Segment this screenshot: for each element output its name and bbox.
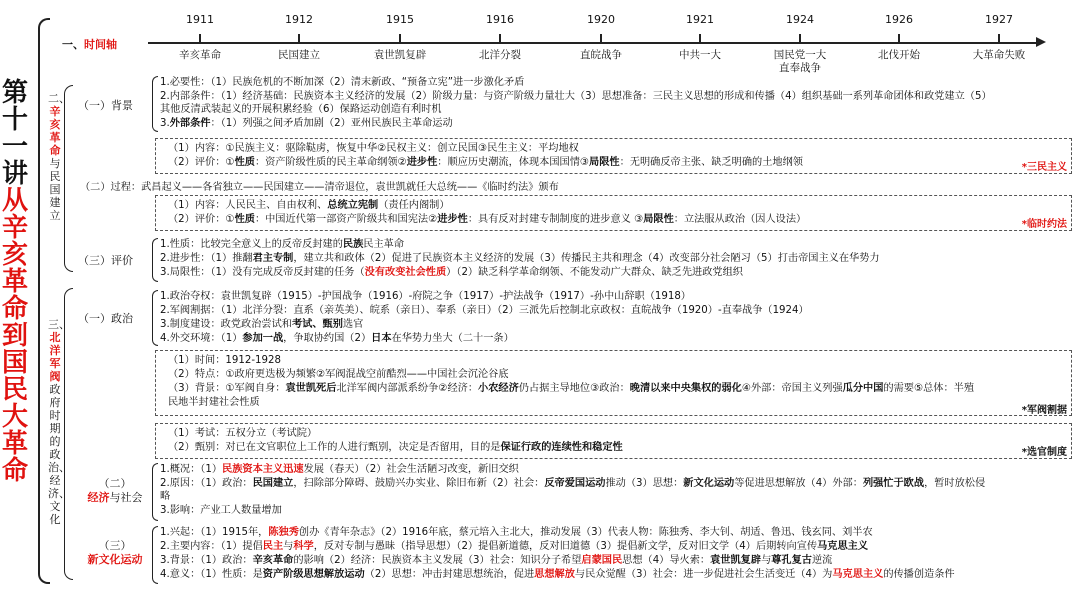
warlord-line-3 (168, 382, 1071, 395)
eval-label: （三）评价 (78, 254, 133, 267)
politics-line-3 (160, 318, 1075, 331)
politics-l4b: 参加一战 (242, 333, 284, 344)
timeline-event: 大革命失败 (972, 49, 1026, 61)
bg-l3a: 3. (160, 118, 170, 129)
yuefa-l2f: 局限性 (643, 214, 674, 225)
section2-brace (64, 85, 73, 272)
timeline-tick (399, 34, 401, 44)
bg-line-3: 其他反清武装起义的开展积累经验（6）保路运动创造有利时机 (160, 104, 442, 115)
main-title (2, 80, 32, 485)
timeline-heading (62, 36, 117, 52)
sanmin-l2g: ：无明确反帝主张、缺乏明确的土地纲领 (619, 157, 803, 168)
exam-l2b: 保证行政的连续性和稳定性 (500, 442, 623, 453)
culture-line-1 (160, 526, 1075, 539)
politics-l4e: 在华势力坐大（二十一条） (391, 333, 514, 344)
timeline-arrow-icon (1036, 37, 1046, 47)
timeline-event: 袁世凯复辟 (373, 49, 427, 61)
timeline-event: 直皖战争 (580, 49, 622, 61)
timeline-tick (499, 34, 501, 44)
culture-l4d: 思想解放 (534, 569, 575, 580)
yuefa-line-1 (168, 199, 1071, 212)
culture-l3i: 逆流 (812, 555, 833, 566)
eval-l2b: 君主专制 (252, 253, 294, 264)
main-title-part-1: 第十一讲 (2, 78, 29, 189)
culture-l2f: 马克思主义 (817, 541, 869, 552)
culture-line-4 (160, 568, 1075, 581)
sanmin-tag: *三民主义 (1021, 162, 1067, 173)
timeline-year: 1916 (486, 13, 514, 26)
timeline-event: 民国建立 (278, 49, 320, 61)
warlord-box (155, 350, 1072, 416)
eval-line-1 (160, 238, 1075, 251)
bg-line-1: 1.必要性：（1）民族危机的不断加深（2）清末新政、“预备立宪”进一步激化矛盾 (160, 77, 525, 88)
eval-line-3 (160, 266, 1075, 279)
culture-l2b: 民主 (262, 541, 284, 552)
economy-l1b: 民族资本主义迅速 (222, 464, 304, 475)
culture-l2d: 科学 (293, 541, 314, 552)
culture-line-2 (160, 540, 1075, 553)
warlord-l3i: 的需要⑤总体：半殖 (883, 383, 975, 394)
culture-l3c: 的影响（2）经济：民族资本主义发展（3）社会：知识分子希望 (293, 555, 582, 566)
bg-label: （一）背景 (78, 99, 133, 112)
politics-l4a: 4.外交环境：（1） (160, 333, 243, 344)
sanmin-l2b: 性质 (234, 157, 255, 168)
timeline-event: 国民党一大 直奉战争 (773, 49, 827, 74)
politics-l3c: 选官 (342, 319, 364, 330)
main-title-part-2: 从辛亥革命到国民大革命 (2, 186, 29, 486)
eval-l1c: 民主革命 (363, 239, 405, 250)
culture-l4a: 4.意义：（1）性质：是 (160, 569, 263, 580)
politics-line-1: 1.政治夺权：袁世凯复辟（1915）-护国战争（1916）-府院之争（1917）-护法战争（1917）-孙中山辞职（1918） (160, 291, 691, 302)
culture-block (160, 526, 1075, 584)
warlord-l3a: （3）背景：①军阀自身： (168, 383, 286, 394)
warlord-l3f: 晚清以来中央集权的弱化 (629, 383, 742, 394)
culture-label-red: 新文化运动 (87, 553, 143, 566)
eval-l3a: 3.局限性：（1）没有完成反帝反封建的任务（ (160, 267, 365, 278)
bg-block (160, 76, 1075, 136)
section2-title-red: 辛亥革命 (49, 105, 61, 157)
bg-line-2: 2.内部条件：（1）经济基础：民族资本主义经济的发展（2）阶级力量：与资产阶级力量壮大（3）思想准备：三民主义思想的形成和传播（4）组织基础一系列革命团体和政党建立（5） (160, 91, 992, 102)
timeline-heading-num: 一、 (62, 38, 84, 51)
politics-l4c: ，争取协约国（2） (283, 333, 372, 344)
eval-l3c: ）（2）缺乏科学革命纲领、不能发动广大群众、缺乏先进政党组织 (446, 267, 743, 278)
culture-l4e: 与民众觉醒（3）社会：进一步促进社会生活变迁（4）为 (574, 569, 833, 580)
culture-l2e: ，反对专制与愚昧（指导思想）（2）提倡新道德，反对旧道德（3）提倡新文学，反对旧文学（4）后期转向宣传 (313, 541, 818, 552)
timeline-year: 1912 (285, 13, 313, 26)
culture-l4b: 资产阶级思想解放运动 (262, 569, 365, 580)
exam-l2a: （2）甄别：对已在文官职位上工作的人进行甄别，决定是否留用，目的是 (168, 442, 501, 453)
eval-l2a: 2.进步性：（1）推翻 (160, 253, 253, 264)
section2-num: 二、 (48, 92, 70, 105)
politics-l4d: 日本 (371, 333, 392, 344)
yuefa-l2b: 性质 (234, 214, 255, 225)
economy-l2d: 反帝爱国运动 (544, 478, 606, 489)
section2-title (48, 92, 70, 222)
timeline-tick (799, 34, 801, 44)
warlord-l3c: 北洋军阀内部派系纷争②经济： (336, 383, 479, 394)
section3-title-red: 北洋军阀 (49, 331, 61, 383)
warlord-tag: *军阀割据 (1021, 405, 1067, 416)
economy-block (160, 463, 1075, 521)
culture-l4g: 的传播创造条件 (883, 569, 955, 580)
economy-l2c: ，扫除部分障碍、鼓励兴办实业、除旧布新（2）社会： (293, 478, 545, 489)
eval-l3b: 没有改变社会性质 (364, 267, 447, 278)
timeline-tick (298, 34, 300, 44)
culture-l3e: 思想（4）导火索： (622, 555, 711, 566)
economy-label-num: （二） (98, 477, 132, 490)
section3-title (48, 318, 70, 526)
economy-l2e: 推动（3）思想： (605, 478, 684, 489)
culture-l3f: 袁世凯复辟 (710, 555, 762, 566)
yuefa-box (155, 195, 1072, 231)
economy-l2a: 2.原因：（1）政治： (160, 478, 253, 489)
culture-l1b: 陈独秀 (268, 527, 299, 538)
economy-label (82, 477, 148, 505)
culture-label (82, 539, 148, 567)
timeline-event: 北洋分裂 (479, 49, 521, 61)
warlord-l3b: 袁世凯死后 (285, 383, 337, 394)
section3-num: 三、 (48, 318, 70, 331)
yuefa-line-2 (168, 213, 1071, 226)
timeline-year: 1924 (786, 13, 814, 26)
culture-brace (152, 526, 158, 584)
culture-l4f: 马克思主义 (832, 569, 884, 580)
sanmin-line-2 (168, 156, 1071, 169)
economy-l2b: 民国建立 (252, 478, 294, 489)
bg-l3c: ：（1）列强之间矛盾加剧（2）亚州民族民主革命运动 (210, 118, 453, 129)
yuefa-l2e: ：具有反对封建专制制度的进步意义 ③ (467, 214, 644, 225)
timeline-axis (148, 42, 1038, 44)
culture-l3a: 3.背景：（1）政治： (160, 555, 253, 566)
politics-label: （一）政治 (78, 312, 133, 325)
section3-brace (64, 288, 73, 580)
sanmin-box (155, 138, 1072, 174)
process-line: （二）过程：武昌起义——各省独立——民国建立——清帝退位，袁世凯就任大总统——《临时约法》颁布 (80, 182, 559, 193)
exam-line-1: （1）考试：五权分立（考试院） (168, 428, 318, 439)
culture-l3b: 辛亥革命 (252, 555, 294, 566)
politics-line-2: 2.军阀割据：（1）北洋分裂：直系（亲英美）、皖系（亲日）、奉系（亲日）（2）三派先后控制北京政权：直皖战争（1920）-直奉战争（1924） (160, 305, 809, 316)
economy-line-3: 3.影响：产业工人数量增加 (160, 505, 282, 516)
timeline-year: 1915 (386, 13, 414, 26)
sanmin-l2a: （2）评价：① (168, 157, 235, 168)
yuefa-l2g: ：立法服从政治（因人设法） (673, 214, 807, 225)
sanmin-line-1: （1）内容：①民族主义：驱除鞑虏，恢复中华②民权主义：创立民国③民生主义：平均地权 (168, 143, 579, 154)
eval-brace (152, 238, 158, 282)
culture-l1a: 1.兴起：（1）1915年， (160, 527, 269, 538)
warlord-l3h: 瓜分中国 (842, 383, 884, 394)
warlord-l3g: ④外部：帝国主义列强 (741, 383, 843, 394)
timeline-event: 辛亥革命 (179, 49, 221, 61)
sanmin-l2d: 进步性 (406, 157, 438, 168)
economy-l1c: 发展（春天）（2）社会生活陋习改变，新旧交织 (303, 464, 519, 475)
economy-line-2b: 略 (160, 491, 171, 502)
eval-l2c: ，建立共和政体（2）促进了民族资本主义经济的发展（3）传播民主共和理念（4）改变部分社会陋习（5）打击帝国主义在华势力 (293, 253, 880, 264)
culture-label-num: （三） (98, 539, 132, 552)
timeline-tick (998, 34, 1000, 44)
eval-l1a: 1.性质：比较完全意义上的反帝反封建的 (160, 239, 343, 250)
timeline-year: 1926 (885, 13, 913, 26)
yuefa-l1a: （1）内容：人民民主、自由权利、 (168, 200, 328, 211)
timeline-year: 1911 (186, 13, 214, 26)
warlord-l3e: 仍占据主导地位③政治： (518, 383, 630, 394)
timeline-tick (600, 34, 602, 44)
politics-l3b: 考试、甄别 (291, 319, 343, 330)
economy-l2g: 等促进思想解放（4）外部： (734, 478, 863, 489)
bg-line-4 (160, 117, 1075, 130)
sanmin-l2c: ：资产阶级性质的民主革命纲领② (254, 157, 407, 168)
culture-l3h: 尊孔复古 (771, 555, 812, 566)
economy-line-1 (160, 463, 1075, 476)
economy-label-rest: 与社会 (109, 491, 143, 504)
timeline-tick (898, 34, 900, 44)
timeline-tick (699, 34, 701, 44)
timeline-heading-label: 时间轴 (84, 38, 117, 51)
eval-block (160, 238, 1075, 282)
yuefa-l1b: 总统立宪制 (327, 200, 379, 211)
warlord-line-1: （1）时间：1912-1928 (168, 355, 281, 366)
sanmin-l2f: 局限性 (589, 157, 620, 168)
yuefa-l2c: ：中国近代第一部资产阶级共和国宪法② (254, 214, 438, 225)
economy-l2i: ，暂时放松侵 (924, 478, 986, 489)
warlord-line-4: 民地半封建社会性质 (168, 397, 260, 408)
eval-line-2 (160, 252, 1075, 265)
culture-l2c: 与 (283, 541, 294, 552)
section3-title-rest: 政府时期的政治、经济、文化 (48, 383, 70, 526)
timeline-event: 北伐开始 (878, 49, 920, 61)
timeline-event: 中共一大 (679, 49, 721, 61)
culture-l4c: （2）思想：冲击封建思想统治，促进 (364, 569, 535, 580)
eval-l1b: 民族 (342, 239, 364, 250)
economy-l1a: 1.概况：（1） (160, 464, 223, 475)
economy-brace (152, 463, 158, 521)
culture-l1c: 创办《青年杂志》（2）1916年底，蔡元培入主北大，推动发展（3）代表人物：陈独秀、李大钊、胡适、鲁迅、钱玄同、刘半农 (298, 527, 873, 538)
exam-tag: *选官制度 (1021, 447, 1067, 458)
yuefa-l2d: 进步性 (437, 214, 468, 225)
exam-line-2 (168, 441, 1071, 454)
culture-line-3 (160, 554, 1075, 567)
yuefa-l2a: （2）评价：① (168, 214, 235, 225)
economy-line-2 (160, 477, 1075, 490)
warlord-l3d: 小农经济 (478, 383, 519, 394)
culture-l3d: 启蒙国民 (581, 555, 623, 566)
politics-brace (152, 290, 158, 346)
economy-l2f: 新文化运动 (683, 478, 735, 489)
timeline-year: 1927 (985, 13, 1013, 26)
timeline-year: 1920 (587, 13, 615, 26)
main-title-text (2, 80, 30, 485)
bg-brace (152, 76, 158, 132)
timeline-tick (199, 34, 201, 44)
bg-l3b: 外部条件 (169, 118, 211, 129)
culture-l3g: 与 (761, 555, 772, 566)
exam-box (155, 423, 1072, 459)
sanmin-l2e: ：顺应历史潮流，体现本国国情③ (437, 157, 590, 168)
economy-l2h: 列强忙于欧战 (862, 478, 925, 489)
politics-l3a: 3.制度建设：政党政治尝试和 (160, 319, 292, 330)
warlord-line-2: （2）特点：①政府更迭极为频繁②军阀混战空前酷烈——中国社会沉沦谷底 (168, 369, 509, 380)
section2-title-rest: 与民国建立 (49, 157, 61, 222)
politics-block (160, 290, 1075, 346)
yuefa-l1c: （责任内阁制） (378, 200, 450, 211)
economy-label-red: 经济 (87, 491, 110, 504)
culture-l2a: 2.主要内容：（1）提倡 (160, 541, 263, 552)
yuefa-tag: *临时约法 (1021, 219, 1067, 230)
timeline-year: 1921 (686, 13, 714, 26)
politics-line-4 (160, 332, 1075, 345)
